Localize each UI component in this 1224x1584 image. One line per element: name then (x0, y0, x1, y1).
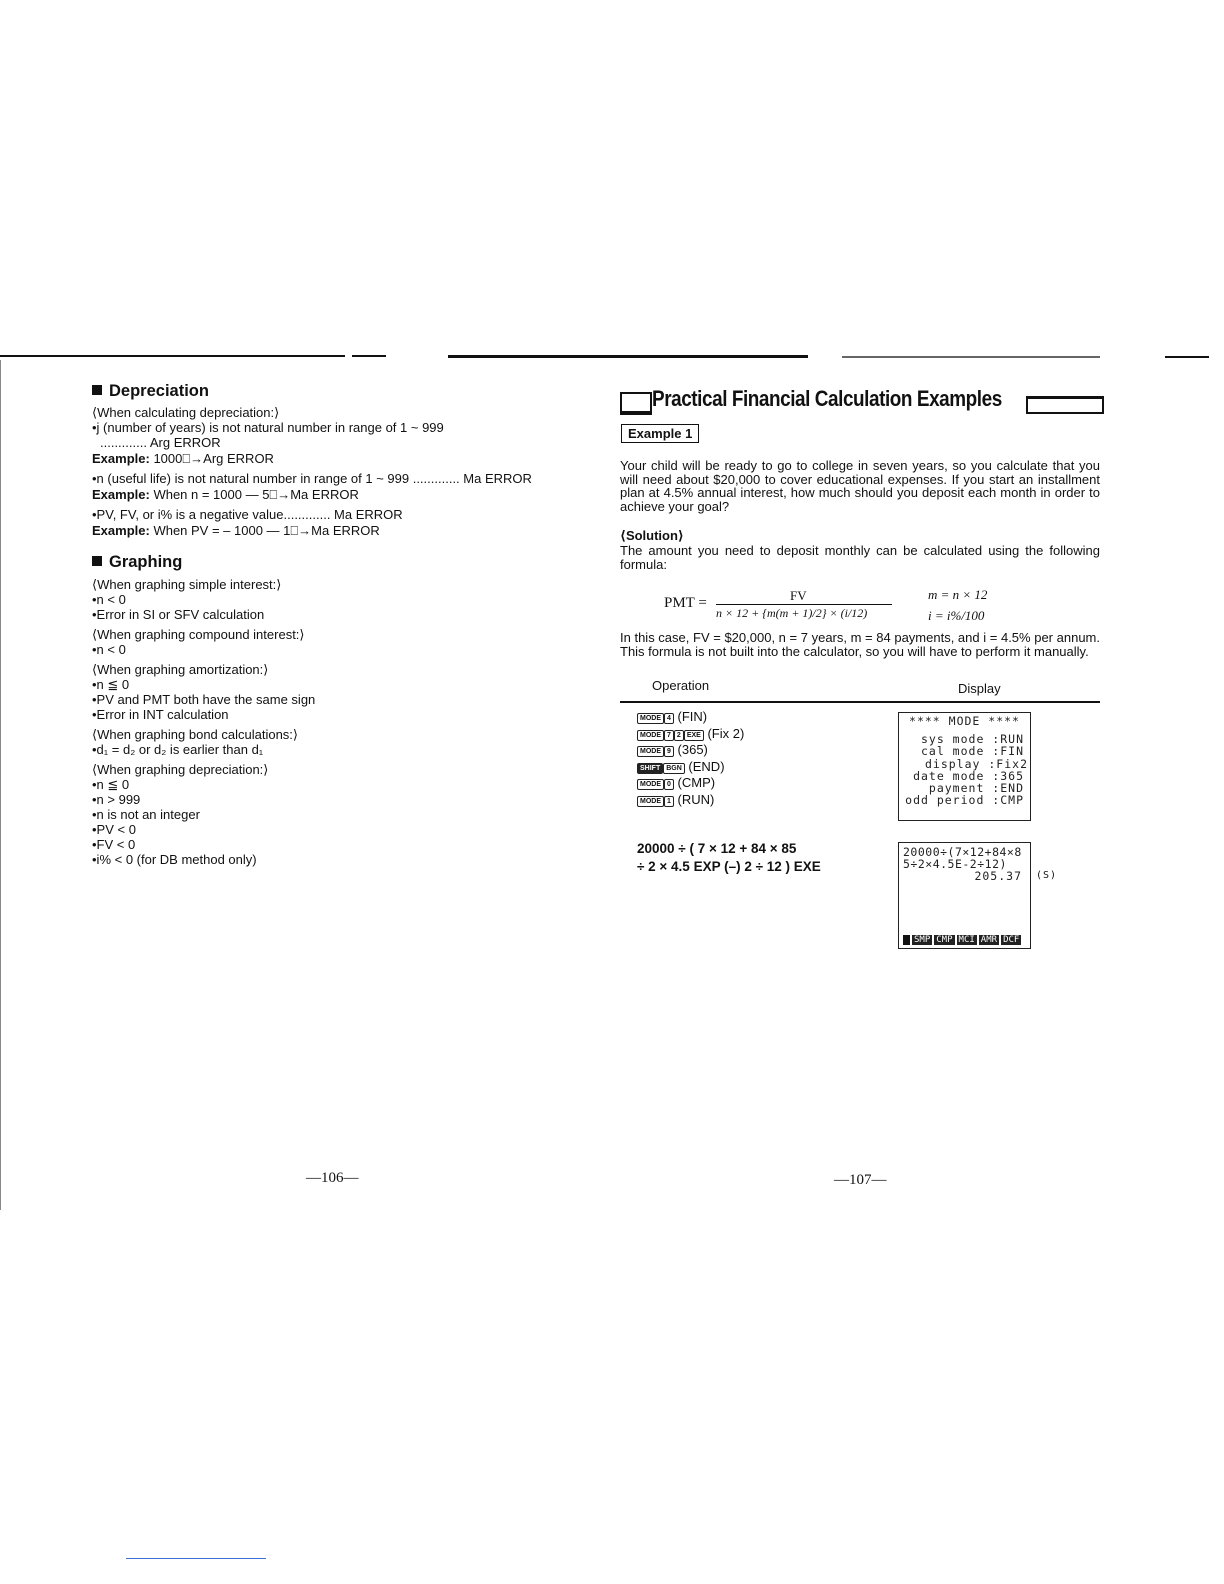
top-rule-left-2 (352, 355, 386, 357)
graphing-line: ⟨When graphing bond calculations:⟩ (92, 727, 298, 742)
solution-label: ⟨Solution⟩ (620, 528, 684, 543)
mode-key[interactable]: MODE (637, 796, 664, 807)
formula-numerator: FV (790, 588, 807, 603)
lcd-row: display :Fix2 (924, 756, 1028, 771)
lcd-row: payment :END (928, 781, 1024, 796)
example-label: Example: (92, 523, 150, 538)
fraction-bar (716, 604, 892, 605)
indicator-mci: MCI (958, 935, 975, 945)
digit-key[interactable]: 4 (664, 713, 674, 724)
operation-line: ÷ 2 × 4.5 EXP (–) 2 ÷ 12 ) EXE (637, 859, 821, 874)
left-edge (0, 360, 1, 1210)
depreciation-line: ⟨When calculating depreciation:⟩ (92, 405, 280, 420)
lcd-row: 20000÷(7×12+84×8 (903, 845, 1022, 859)
depreciation-heading: Depreciation (92, 381, 209, 401)
digit-key[interactable]: 7 (664, 730, 674, 741)
display-column-header: Display (958, 681, 1001, 696)
depreciation-line: ............. Arg ERROR (100, 435, 221, 450)
mode-key[interactable]: MODE (637, 730, 664, 741)
graphing-line: •n < 0 (92, 642, 126, 657)
graphing-line: •PV < 0 (92, 822, 136, 837)
graphing-line: ⟨When graphing simple interest:⟩ (92, 577, 282, 592)
depreciation-block (92, 405, 532, 538)
graphing-line: •FV < 0 (92, 837, 136, 852)
negative-value-line: •PV, FV, or i% is a negative value............. Ma ERROR (92, 507, 403, 522)
graphing-line: •i% < 0 (for DB method only) (92, 852, 257, 867)
graphing-line: ⟨When graphing depreciation:⟩ (92, 762, 269, 777)
operation-line: 20000 ÷ ( 7 × 12 + 84 × 85 (637, 841, 797, 856)
graphing-line: •PV and PMT both have the same sign (92, 692, 316, 707)
example-label-box: Example 1 (621, 424, 699, 443)
graphing-line: •d₁ = d₂ or d₂ is earlier than d₁ (92, 742, 264, 757)
example-text: When PV = – 1000 — 1⎕→Ma ERROR (153, 523, 380, 538)
graphing-block (92, 577, 315, 867)
lcd-row: 5÷2×4.5E-2÷12) (903, 857, 1007, 872)
intro-paragraph: Your child will be ready to go to college in seven years, so you calculate that you will need about $20,000 to cover educational expenses. If you start an installment plan at 4.5% annual interest, how much should you deposit each month in order to achieve your goal? (620, 458, 1100, 514)
lcd-row: sys mode :RUN (920, 732, 1024, 747)
title-box-icon (620, 392, 652, 415)
useful-life-line: •n (useful life) is not natural number in range of 1 ~ 999 ............. Ma ERROR (92, 471, 532, 486)
bottom-underline (126, 1558, 266, 1559)
operation-step: MODE 4 (FIN) (637, 709, 744, 726)
formula-i-definition: i = i%/100 (928, 608, 985, 623)
top-rule-left (0, 355, 345, 357)
graphing-line: •n > 999 (92, 792, 141, 807)
indicator-cmp: CMP (936, 935, 953, 945)
depreciation-line: •j (number of years) is not natural number in range of 1 ~ 999 (92, 420, 444, 435)
square-bullet-icon (92, 556, 102, 566)
graphing-line: •n < 0 (92, 592, 126, 607)
title-bar-icon (1026, 396, 1104, 414)
lcd-row: **** MODE **** (909, 714, 1020, 728)
operation-step: MODE 0 (CMP) (637, 775, 744, 792)
example-label: Example: (92, 487, 150, 502)
top-rule-far-right (1165, 356, 1209, 358)
graphing-line: •Error in SI or SFV calculation (92, 607, 265, 622)
page-number-left: —106— (306, 1170, 359, 1186)
cursor-block-icon (903, 935, 910, 945)
formula-lhs: PMT = (664, 595, 707, 611)
solution-text: The amount you need to deposit monthly can be calculated using the following formula: (620, 543, 1100, 572)
indicator-smp: SMP (914, 935, 931, 945)
graphing-heading: Graphing (92, 552, 182, 572)
operation-step: MODE 7 2 EXE (Fix 2) (637, 726, 744, 743)
lcd-row: date mode :365 (913, 768, 1024, 783)
digit-key[interactable]: 2 (674, 730, 684, 741)
mode-key[interactable]: MODE (637, 779, 664, 790)
indicator-amr: AMR (980, 935, 998, 945)
digit-key[interactable]: 0 (664, 779, 674, 790)
example-text: When n = 1000 — 5⎕→Ma ERROR (153, 487, 359, 502)
square-bullet-icon (92, 385, 102, 395)
top-rule-center (448, 355, 808, 358)
case-paragraph: In this case, FV = $20,000, n = 7 years, m = 84 payments, and i = 4.5% per annum. This formula is not built into the calculator, so you will have to perform it manually. (620, 630, 1100, 659)
operation-step: SHIFT BGN (END) (637, 759, 744, 776)
lcd-indicators (903, 935, 1021, 945)
digit-key[interactable]: 9 (664, 746, 674, 757)
page-number-right: —107— (834, 1172, 887, 1188)
operation-steps (637, 709, 744, 808)
operation-sequence (637, 840, 821, 876)
page-title: Practical Financial Calculation Examples (652, 386, 1002, 411)
operation-step: MODE 9 (365) (637, 742, 744, 759)
example-label: Example: (92, 451, 150, 466)
mode-key[interactable]: MODE (637, 746, 664, 757)
graphing-line: •n ≦ 0 (92, 677, 130, 692)
graphing-line: •Error in INT calculation (92, 707, 229, 722)
shift-key[interactable]: SHIFT (637, 763, 663, 774)
operation-step: MODE 1 (RUN) (637, 792, 744, 809)
graphing-line: •n is not an integer (92, 807, 200, 822)
example-text: 1000⎕→Arg ERROR (153, 451, 274, 466)
lcd-display-mode (898, 712, 1031, 821)
mode-key[interactable]: MODE (637, 713, 664, 724)
bgn-key[interactable]: BGN (663, 763, 685, 774)
graphing-line: •n ≦ 0 (92, 777, 130, 792)
formula-m-definition: m = n × 12 (928, 587, 988, 602)
graphing-line: ⟨When graphing compound interest:⟩ (92, 627, 305, 642)
operation-column-header: Operation (652, 678, 710, 693)
lcd-side-indicator: (S) (1036, 870, 1058, 881)
lcd-row: cal mode :FIN (920, 744, 1024, 759)
lcd-row: 205.37 (974, 869, 1022, 884)
digit-key[interactable]: 1 (664, 796, 674, 807)
formula-denominator: n × 12 + {m(m + 1)/2} × (i/12) (716, 606, 868, 620)
exe-key[interactable]: EXE (684, 730, 704, 741)
lcd-row: odd period :CMP (905, 793, 1024, 808)
lcd-display-result (898, 842, 1031, 949)
indicator-dcf: DCF (1003, 935, 1020, 945)
table-header-rule (620, 701, 1100, 703)
top-rule-right (842, 356, 1100, 358)
graphing-line: ⟨When graphing amortization:⟩ (92, 662, 269, 677)
